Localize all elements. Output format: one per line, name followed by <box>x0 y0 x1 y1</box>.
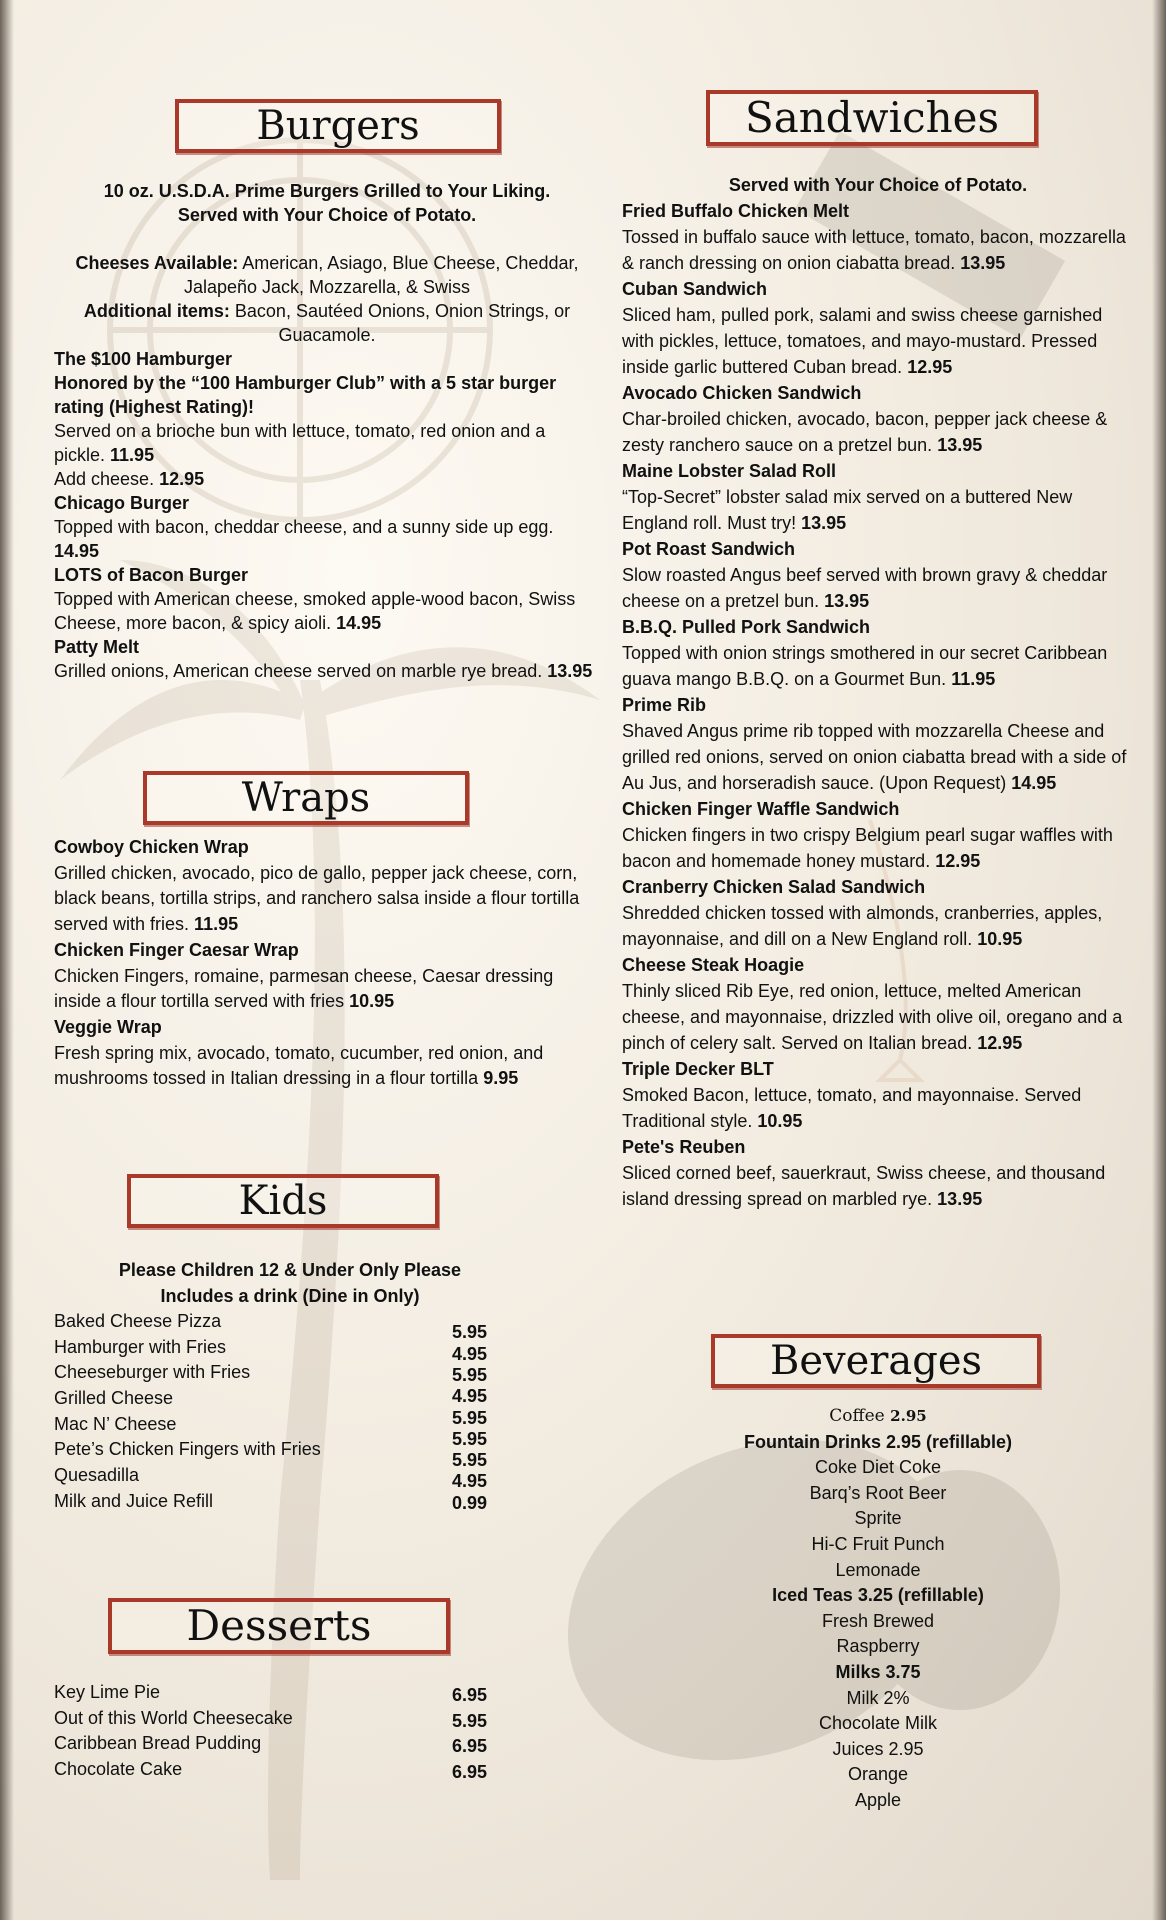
kids-title: Kids <box>238 1178 328 1224</box>
menu-item-name: Cranberry Chicken Salad Sandwich <box>622 877 926 897</box>
beverage-line: Milks 3.75 <box>835 1661 921 1682</box>
price: 13.95 <box>960 253 1006 273</box>
beverage-line: Iced Teas 3.25 (refillable) <box>772 1585 984 1606</box>
price: 9.95 <box>483 1068 519 1089</box>
kids-price: 5.95 <box>452 1450 488 1470</box>
menu-item-desc <box>622 900 1134 952</box>
menu-item-name: The $100 Hamburger <box>54 349 233 369</box>
cheeses-available <box>54 251 600 299</box>
desc-text: Grilled onions, American cheese served on marble rye bread. <box>54 661 548 681</box>
kids-notes <box>54 1257 526 1309</box>
price: 13.95 <box>547 661 593 681</box>
menu-item-desc <box>622 406 1134 458</box>
desc-text: Topped with American cheese, smoked apple-wood bacon, Swiss Cheese, more bacon, & spicy aioli. <box>54 589 576 633</box>
kids-item-name: Quesadilla <box>54 1465 140 1485</box>
kids-note-1: Please Children 12 & Under Only Please <box>118 1260 462 1280</box>
menu-item-desc <box>54 587 600 635</box>
menu-item-desc <box>54 964 600 1015</box>
menu-item-name: Avocado Chicken Sandwich <box>622 383 862 403</box>
wraps-title: Wraps <box>241 775 371 821</box>
beverage-line: Raspberry <box>836 1636 920 1657</box>
beverages-title: Beverages <box>769 1338 983 1384</box>
price: 11.95 <box>951 669 996 689</box>
menu-item-name: Pot Roast Sandwich <box>622 539 796 559</box>
desc-text: Grilled chicken, avocado, pico de gallo, pepper jack cheese, corn, black beans, tortilla strips, and ranchero salsa inside a flour tortilla served with fries. <box>54 862 580 935</box>
beverage-line: Juices 2.95 <box>832 1738 924 1759</box>
price: 13.95 <box>937 1189 983 1209</box>
desc-text: Topped with onion strings smothered in our secret Caribbean guava mango B.B.Q. on a Gourmet Bun. <box>622 643 1108 689</box>
kids-note-2: Includes a drink (Dine in Only) <box>160 1286 420 1306</box>
menu-item-name: Chicago Burger <box>54 493 190 513</box>
kids-price: 5.95 <box>452 1408 488 1428</box>
kids-price: 4.95 <box>452 1386 488 1406</box>
additional-label: Additional items: <box>83 301 230 321</box>
beverage-line: Barq’s Root Beer <box>809 1482 947 1503</box>
beverage-line: Hi-C Fruit Punch <box>811 1533 945 1554</box>
left-edge-shadow <box>0 0 14 1920</box>
menu-item-name: Chicken Finger Waffle Sandwich <box>622 799 900 819</box>
wraps-section <box>54 835 600 1092</box>
menu-item-name: Fried Buffalo Chicken Melt <box>622 201 850 221</box>
desc-text: Served on a brioche bun with lettuce, tomato, red onion and a pickle. <box>54 421 546 465</box>
kids-price: 5.95 <box>452 1429 488 1449</box>
beverage-line: Sprite <box>854 1508 902 1529</box>
additional-text: Bacon, Sautéed Onions, Onion Strings, or Guacamole. <box>229 301 571 345</box>
kids-price: 4.95 <box>452 1471 488 1491</box>
desc-text: Thinly sliced Rib Eye, red onion, lettuce, melted American cheese, and mayonnaise, drizzled with olive oil, oregano and a pinch of celery salt. Served on Italian bread. <box>622 981 1123 1053</box>
kids-item-name: Grilled Cheese <box>54 1388 174 1408</box>
menu-item-name: Cheese Steak Hoagie <box>622 955 805 975</box>
menu-item-desc <box>622 1082 1134 1134</box>
desc-text: Shaved Angus prime rib topped with mozzarella Cheese and grilled red onions, served on onion ciabatta bread with a side of Au Jus, and horseradish sauce. (Upon Request) <box>622 721 1127 793</box>
kids-item-name: Baked Cheese Pizza <box>54 1311 222 1331</box>
sandwiches-section <box>622 172 1134 1212</box>
menu-item-desc <box>622 562 1134 614</box>
dessert-price: 6.95 <box>452 1685 488 1705</box>
price: 12.95 <box>977 1033 1023 1053</box>
beverage-line: Coke Diet Coke <box>814 1457 942 1478</box>
menu-item-name: Patty Melt <box>54 637 140 657</box>
cheeses-label: Cheeses Available: <box>75 253 239 273</box>
menu-item-subtitle: Honored by the “100 Hamburger Club” with a 5 star burger rating (Highest Rating)! <box>54 373 557 417</box>
kids-price: 0.99 <box>452 1493 488 1513</box>
wraps-heading <box>143 771 469 825</box>
menu-item-name: Chicken Finger Caesar Wrap <box>54 939 299 960</box>
beverages-heading <box>711 1334 1041 1388</box>
desc-text: Tossed in buffalo sauce with lettuce, tomato, bacon, mozzarella & ranch dressing on onion ciabatta bread. <box>622 227 1126 273</box>
dessert-name: Out of this World Cheesecake <box>54 1708 293 1728</box>
beverage-line: Chocolate Milk <box>818 1713 938 1734</box>
desc-text: Chicken fingers in two crispy Belgium pearl sugar waffles with bacon and homemade honey mustard. <box>622 825 1113 871</box>
desserts-title: Desserts <box>186 1601 372 1650</box>
price: 10.95 <box>977 929 1023 949</box>
price: 14.95 <box>336 613 382 633</box>
price: 14.95 <box>54 541 100 561</box>
menu-item-desc <box>622 978 1134 1056</box>
burgers-intro-2: Served with Your Choice of Potato. <box>177 205 477 225</box>
beverage-line: Milk 2% <box>846 1687 910 1708</box>
coffee-line <box>700 1404 1056 1430</box>
menu-item-name: Pete's Reuben <box>622 1137 746 1157</box>
menu-item-name: B.B.Q. Pulled Pork Sandwich <box>622 617 871 637</box>
cheeses-text: American, Asiago, Blue Cheese, Cheddar, Jalapeño Jack, Mozzarella, & Swiss <box>183 253 579 297</box>
menu-item-desc <box>54 861 600 938</box>
menu-item-desc <box>622 484 1134 536</box>
beverage-line: Fountain Drinks 2.95 (refillable) <box>743 1431 1013 1452</box>
burgers-section <box>54 179 600 683</box>
kids-price: 4.95 <box>452 1344 488 1364</box>
price: 12.95 <box>935 851 981 871</box>
beverage-line: Fresh Brewed <box>821 1610 935 1631</box>
price: 13.95 <box>801 513 847 533</box>
price: 12.95 <box>159 469 205 489</box>
kids-heading <box>127 1174 439 1228</box>
kids-item-name: Milk and Juice Refill <box>54 1491 214 1511</box>
menu-item-name: Maine Lobster Salad Roll <box>622 461 837 481</box>
menu-item-desc <box>54 1041 600 1092</box>
desc-text: Smoked Bacon, lettuce, tomato, and mayonnaise. Served Traditional style. <box>622 1085 1082 1131</box>
right-edge-shadow <box>1152 0 1166 1920</box>
menu-item-desc <box>54 515 600 563</box>
dessert-name: Caribbean Bread Pudding <box>54 1733 262 1753</box>
desc-text: Add cheese. <box>54 469 160 489</box>
kids-price: 5.95 <box>452 1365 488 1385</box>
burgers-intro-1: 10 oz. U.S.D.A. Prime Burgers Grilled to Your Liking. <box>103 181 551 201</box>
price: 10.95 <box>757 1111 803 1131</box>
coffee-label: Coffee <box>829 1406 885 1426</box>
dessert-price: 6.95 <box>452 1762 488 1782</box>
desc-text: Topped with bacon, cheddar cheese, and a sunny side up egg. <box>54 517 554 537</box>
dessert-name: Key Lime Pie <box>54 1682 161 1702</box>
sandwiches-intro: Served with Your Choice of Potato. <box>728 175 1028 195</box>
desc-text: Sliced ham, pulled pork, salami and swiss cheese garnished with pickles, lettuce, tomatoes, and mayo-mustard. Pressed inside garlic buttered Cuban bread. <box>622 305 1103 377</box>
coffee-price: 2.95 <box>890 1407 927 1425</box>
price: 11.95 <box>110 445 155 465</box>
menu-item-name: Cowboy Chicken Wrap <box>54 837 249 857</box>
desc-text: Sliced corned beef, sauerkraut, Swiss cheese, and thousand island dressing spread on marbled rye. <box>622 1163 1106 1209</box>
menu-item-name: Veggie Wrap <box>54 1016 162 1037</box>
dessert-price: 6.95 <box>452 1736 488 1756</box>
beverage-line: Lemonade <box>835 1559 921 1580</box>
desc-text: Chicken Fingers, romaine, parmesan cheese, Caesar dressing inside a flour tortilla served with fries <box>54 965 554 1012</box>
dessert-name: Chocolate Cake <box>54 1759 183 1779</box>
sandwiches-heading <box>706 90 1038 146</box>
price: 13.95 <box>937 435 983 455</box>
price: 11.95 <box>194 914 239 935</box>
kids-item-name: Hamburger with Fries <box>54 1337 227 1357</box>
kids-price: 5.95 <box>452 1322 488 1342</box>
menu-item-name: Cuban Sandwich <box>622 279 768 299</box>
kids-item-name: Pete’s Chicken Fingers with Fries <box>54 1439 321 1459</box>
beverage-line: Orange <box>847 1764 909 1785</box>
desc-text: Char-broiled chicken, avocado, bacon, pepper jack cheese & zesty ranchero sauce on a pretzel bun. <box>622 409 1108 455</box>
menu-item-desc <box>622 718 1134 796</box>
menu-item-name: LOTS of Bacon Burger <box>54 565 249 585</box>
burgers-heading <box>175 99 501 153</box>
kids-item-name: Cheeseburger with Fries <box>54 1362 251 1382</box>
sandwiches-title: Sandwiches <box>744 93 1000 142</box>
menu-item-name: Prime Rib <box>622 695 707 715</box>
menu-item-name: Triple Decker BLT <box>622 1059 774 1079</box>
menu-item-desc <box>54 419 600 467</box>
menu-item-extra <box>54 467 600 491</box>
desc-text: Fresh spring mix, avocado, tomato, cucumber, red onion, and mushrooms tossed in Italian dressing in a flour tortilla <box>54 1042 544 1089</box>
menu-item-desc <box>622 640 1134 692</box>
beverage-line: Apple <box>854 1789 902 1810</box>
menu-item-desc <box>622 1160 1134 1212</box>
price: 12.95 <box>907 357 953 377</box>
desserts-heading <box>108 1598 450 1654</box>
desc-text: Shredded chicken tossed with almonds, cranberries, apples, mayonnaise, and dill on a New England roll. <box>622 903 1103 949</box>
menu-item-desc <box>622 224 1134 276</box>
menu-item-desc <box>622 302 1134 380</box>
price: 13.95 <box>824 591 870 611</box>
desc-text: Slow roasted Angus beef served with brown gravy & cheddar cheese on a pretzel bun. <box>622 565 1108 611</box>
kids-item-name: Mac N’ Cheese <box>54 1414 177 1434</box>
beverages-list <box>700 1404 1056 1814</box>
desc-text: “Top-Secret” lobster salad mix served on a buttered New England roll. Must try! <box>622 487 1073 533</box>
price: 14.95 <box>1011 773 1057 793</box>
menu-item-desc <box>622 822 1134 874</box>
menu-item-desc <box>54 659 600 683</box>
spacer <box>54 227 600 251</box>
price: 10.95 <box>349 991 395 1012</box>
dessert-price: 5.95 <box>452 1711 488 1731</box>
additional-items <box>54 299 600 347</box>
burgers-title: Burgers <box>256 103 420 149</box>
